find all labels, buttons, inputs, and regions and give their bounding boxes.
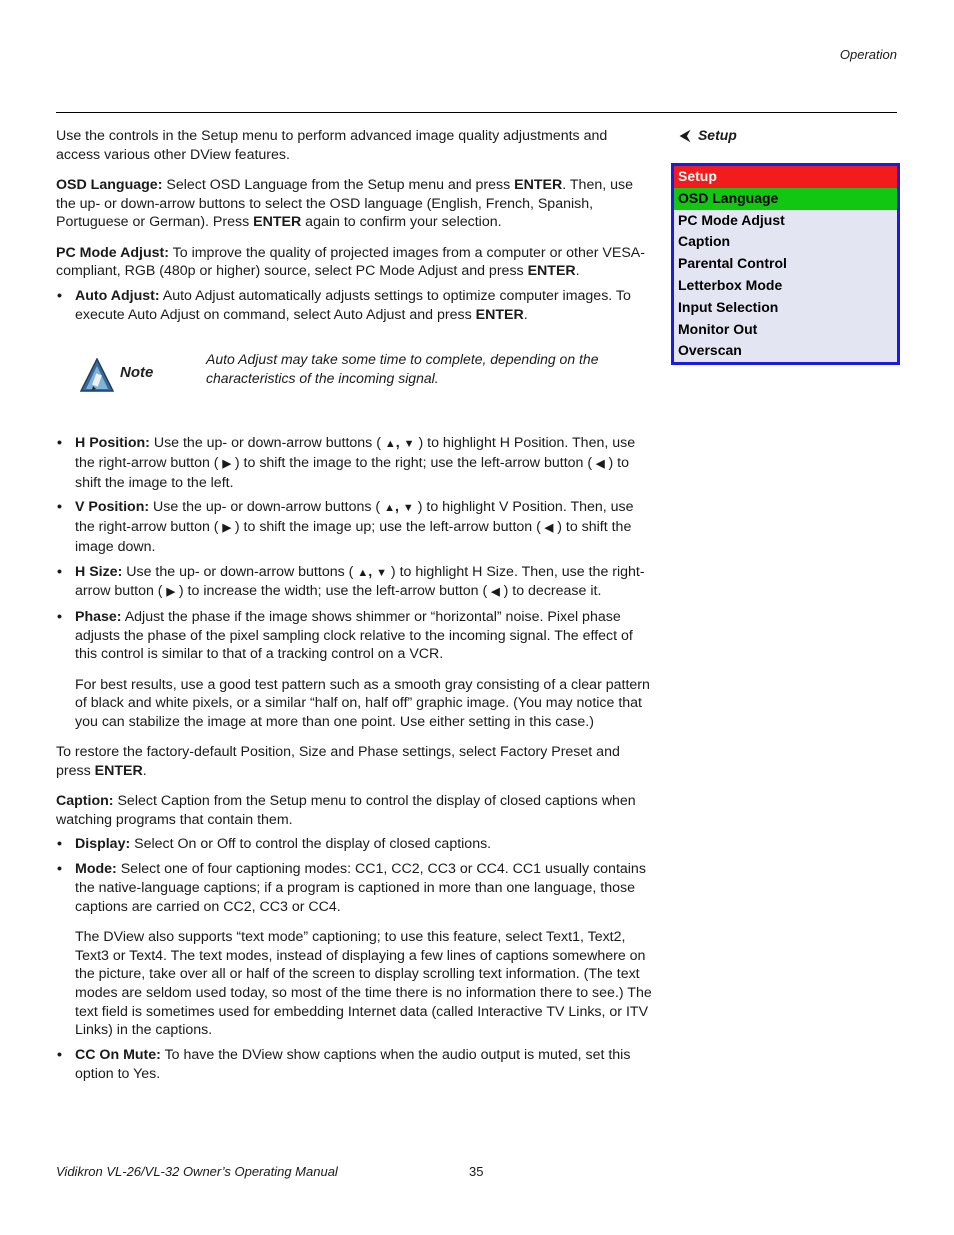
down-arrow-icon: ▼ xyxy=(403,438,415,451)
header-rule xyxy=(56,112,897,113)
menu-title-setup: Setup xyxy=(674,166,897,188)
note-label: Note xyxy=(120,364,154,382)
right-arrow-icon: ▶ xyxy=(222,458,231,471)
down-arrow-icon: ▼ xyxy=(402,502,414,515)
left-arrow-icon: ◀ xyxy=(544,522,554,535)
osd-language-paragraph: OSD Language: Select OSD Language from the Setup menu and press ENTER. Then, use the up- or down-arrow buttons to select the OSD language (English, French, Spanish, Portuguese or German). Press ENTER again to confirm your selection. xyxy=(56,176,633,231)
right-arrow-icon: ▶ xyxy=(166,586,175,599)
menu-item-parental-control[interactable]: Parental Control xyxy=(678,255,787,272)
note-text: Auto Adjust may take some time to complete, depending on the characteristics of the incoming signal. xyxy=(206,351,599,386)
cc-on-mute-item: • CC On Mute: To have the DView show captions when the audio output is muted, set this option to Yes. xyxy=(56,1046,654,1083)
mode-detail-paragraph: The DView also supports “text mode” captioning; to use this feature, select Text1, Text2, Text3 or Text4. The text modes, instead of displaying a few lines of captions somewhere on the picture, take over all or half of the screen to display scrolling text information. (The text modes are seldom used today, so most of the time there is no information there to see.) The text field is sometimes used for embedding Internet data (called Interactive TV Links, or ITV Links) in the captions. xyxy=(75,928,652,1039)
right-arrow-icon: ▶ xyxy=(222,522,231,535)
intro-paragraph: Use the controls in the Setup menu to perform advanced image quality adjustments and access various other DView features. xyxy=(56,128,608,163)
mode-item: • Mode: Select one of four captioning modes: CC1, CC2, CC3 or CC4. CC1 usually contains the native-language captions; if a program is captioned in more than one language, those captions are carried on CC2, CC3 or CC4. xyxy=(56,860,654,916)
caption-paragraph: Caption: Select Caption from the Setup menu to control the display of closed captions when watching programs that contain them. xyxy=(56,793,636,828)
note-box xyxy=(56,350,654,412)
h-size-item: • H Size: Use the up- or down-arrow buttons ( ▲, ▼ ) to highlight H Size. Then, use the right-arrow button ( ▶ ) to increase the width; use the left-arrow button ( ◀ ) to decrease it. xyxy=(56,563,654,602)
menu-item-osd-language[interactable]: OSD Language xyxy=(674,188,897,210)
menu-item-input-selection[interactable]: Input Selection xyxy=(678,298,779,315)
menu-item-overscan[interactable]: Overscan xyxy=(678,342,742,359)
up-arrow-icon: ▲ xyxy=(357,566,369,579)
main-column xyxy=(56,127,654,1089)
up-arrow-icon: ▲ xyxy=(384,438,396,451)
page-number: 35 xyxy=(469,1164,484,1179)
restore-paragraph: To restore the factory-default Position, Size and Phase settings, select Factory Preset and press ENTER. xyxy=(56,744,620,779)
menu-item-letterbox-mode[interactable]: Letterbox Mode xyxy=(678,276,783,293)
arrow-left-icon: ⮜ xyxy=(680,127,690,143)
menu-item-monitor-out[interactable]: Monitor Out xyxy=(678,320,758,337)
phase-detail-paragraph: For best results, use a good test pattern such as a smooth gray consisting of a clear pattern of black and white pixels, or a similar “half on, half off” graphic image. (You may notice that you can stabilize the image at more than one point. Use either setting in this case.) xyxy=(75,676,650,730)
menu-item-caption[interactable]: Caption xyxy=(678,233,731,250)
left-arrow-icon: ◀ xyxy=(596,458,605,471)
footer-manual-title: Vidikron VL-26/VL-32 Owner’s Operating Manual xyxy=(56,1164,338,1179)
phase-item: • Phase: Adjust the phase if the image shows shimmer or “horizontal” noise. Pixel phase adjusts the phase of the pixel sampling clock relative to the incoming signal. The effect of this control is similar to that of a tracking control on a VCR. xyxy=(56,608,654,664)
setup-section-title: ⮜ Setup xyxy=(680,127,737,143)
down-arrow-icon: ▼ xyxy=(376,566,387,579)
auto-adjust-item: • Auto Adjust: Auto Adjust automatically adjusts settings to optimize computer images. To execute Auto Adjust on command, select Auto Adjust and press ENTER. xyxy=(56,287,654,324)
left-arrow-icon: ◀ xyxy=(491,586,500,599)
pc-mode-paragraph: PC Mode Adjust: To improve the quality of projected images from a computer or other VESA-compliant, RGB (480p or higher) source, select PC Mode Adjust and press ENTER. xyxy=(56,244,645,280)
h-position-item: • H Position: Use the up- or down-arrow buttons ( ▲, ▼ ) to highlight H Position. Then, use the right-arrow button ( ▶ ) to shift the image to the right; use the left-arrow button ( ◀ ) to shift the image to the left. xyxy=(56,434,654,492)
display-item: • Display: Select On or Off to control the display of closed captions. xyxy=(56,835,654,854)
v-position-item: • V Position: Use the up- or down-arrow buttons ( ▲, ▼ ) to highlight V Position. Then, use the right-arrow button ( ▶ ) to shift the image up; use the left-arrow button ( ◀ ) to shift the image down. xyxy=(56,498,654,556)
up-arrow-icon: ▲ xyxy=(384,502,395,515)
menu-item-pc-mode-adjust[interactable]: PC Mode Adjust xyxy=(678,211,785,228)
running-header: Operation xyxy=(839,47,897,62)
note-pen-icon xyxy=(80,358,114,392)
setup-menu-osd xyxy=(671,163,900,365)
